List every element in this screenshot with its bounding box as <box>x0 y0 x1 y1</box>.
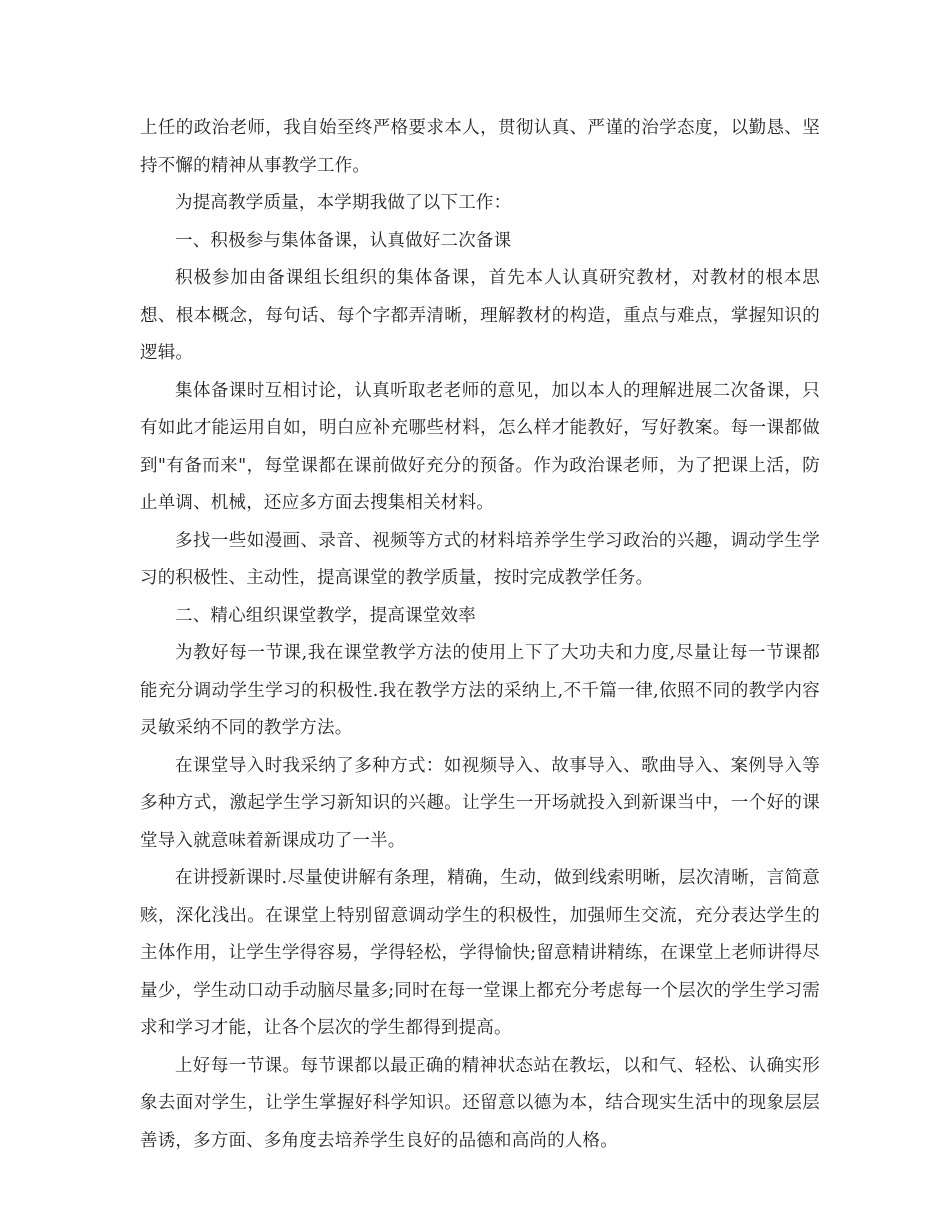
document-body <box>140 110 820 1160</box>
paragraph: 在讲授新课时.尽量使讲解有条理，精确，生动，做到线索明晰，层次清晰，言简意赅，深化浅出。在课堂上特别留意调动学生的积极性，加强师生交流，充分表达学生的主体作用，让学生学得容易，学得轻松，学得愉快;留意精讲精练，在课堂上老师讲得尽量少，学生动口动手动脑尽量多;同时在每一堂课上都充分考虑每一个层次的学生学习需求和学习才能，让各个层次的学生都得到提高。 <box>140 868 820 1038</box>
section-heading-2: 二、精心组织课堂教学，提高课堂效率 <box>175 605 476 626</box>
paragraph: 集体备课时互相讨论，认真听取老老师的意见，加以本人的理解进展二次备课，只有如此才能运用自如，明白应补充哪些材料，怎么样才能教好，写好教案。每一课都做到"有备而来"，每堂课都在课前做好充分的预备。作为政治课老师，为了把课上活，防止单调、机械，还应多方面去搜集相关材料。 <box>140 380 820 513</box>
paragraph: 在课堂导入时我采纳了多种方式：如视频导入、故事导入、歌曲导入、案例导入等多种方式，激起学生学习新知识的兴趣。让学生一开场就投入到新课当中，一个好的课堂导入就意味着新课成功了一半。 <box>140 755 820 851</box>
paragraph-intro: 为提高教学质量，本学期我做了以下工作： <box>175 193 512 213</box>
paragraph-continuation: 上任的政治老师，我自始至终严格要求本人，贯彻认真、严谨的治学态度，以勤恳、坚持不懈的精神从事教学工作。 <box>140 118 820 176</box>
section-heading-1: 一、积极参与集体备课，认真做好二次备课 <box>175 230 512 251</box>
paragraph: 为教好每一节课,我在课堂教学方法的使用上下了大功夫和力度,尽量让每一节课都能充分调动学生学习的积极性.我在教学方法的采纳上,不千篇一律,依照不同的教学内容灵敏采纳不同的教学方法。 <box>140 643 820 738</box>
paragraph: 多找一些如漫画、录音、视频等方式的材料培养学生学习政治的兴趣，调动学生学习的积极性、主动性，提高课堂的教学质量，按时完成教学任务。 <box>140 530 820 588</box>
paragraph: 上好每一节课。每节课都以最正确的精神状态站在教坛，以和气、轻松、认确实形象去面对学生，让学生掌握好科学知识。还留意以德为本，结合现实生活中的现象层层善诱，多方面、多角度去培养学生良好的品德和高尚的人格。 <box>140 1055 820 1151</box>
paragraph: 积极参加由备课组长组织的集体备课，首先本人认真研究教材，对教材的根本思想、根本概念，每句话、每个字都弄清晰，理解教材的构造，重点与难点，掌握知识的逻辑。 <box>140 268 820 363</box>
